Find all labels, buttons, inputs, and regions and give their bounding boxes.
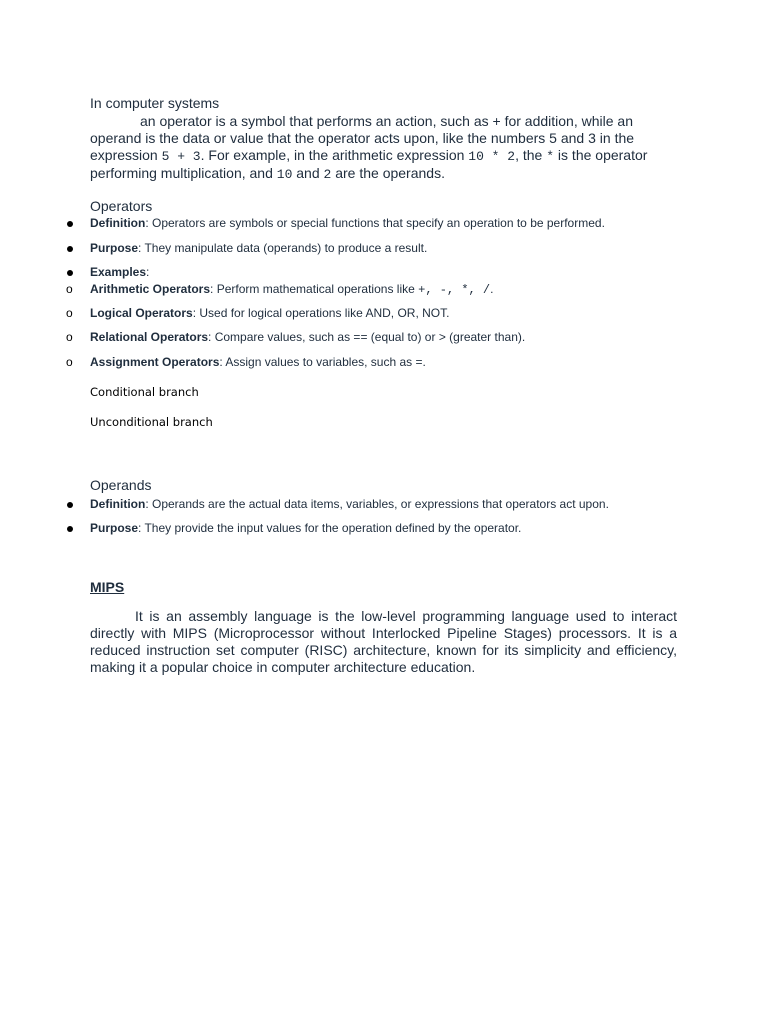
examples-text: : [146,265,150,279]
bullet-icon [67,526,73,532]
inline-code: 2 [323,167,332,182]
bullet-icon [67,502,73,508]
intro-line-3: operand is the data or value that the operator acts upon, like the numbers 5 and 3 in the [90,130,635,146]
purpose-text: : They provide the input values for the operation defined by the operator. [138,521,522,535]
operators-heading: Operators [90,198,153,214]
sub-bullet-icon: o [66,282,73,296]
assignment-text: : Assign values to variables, such as =. [219,355,426,369]
operators-examples [90,265,149,279]
bullet-icon [67,221,73,227]
purpose-label: Purpose [90,241,139,255]
arithmetic-text: : Perform mathematical operations like [210,282,419,296]
relational-operators-item [90,330,525,344]
examples-label: Examples [90,265,147,279]
definition-label: Definition [90,497,146,511]
intro-line-5 [90,164,445,184]
assignment-label: Assignment Operators [90,355,220,369]
bullet-icon [67,270,73,276]
inline-code: 10 * 2 [468,149,516,164]
logical-operators-item [90,306,449,320]
logical-text: : Used for logical operations like AND, OR, NOT. [192,306,450,320]
intro-text: are the operands. [331,165,445,181]
definition-text: : Operators are symbols or special functions that specify an operation to be performed. [145,216,605,230]
intro-line-1: In computer systems [90,95,220,111]
mips-paragraph [90,608,677,676]
assignment-operators-item [90,355,426,369]
sub-bullet-icon: o [66,330,73,344]
definition-label: Definition [90,216,146,230]
inline-code: * [546,149,555,164]
intro-text: . For example, in the arithmetic expression [200,147,469,163]
purpose-text: : They manipulate data (operands) to produce a result. [138,241,428,255]
arithmetic-end: . [490,282,494,296]
inline-code: 10 [276,167,293,182]
intro-text: , the [515,147,547,163]
conditional-branch-text: Conditional branch [90,385,199,399]
intro-text: and [292,165,324,181]
relational-text: : Compare values, such as == (equal to) or > (greater than). [208,330,526,344]
intro-text: expression [90,147,162,163]
arithmetic-operators-item [90,282,493,297]
arithmetic-label: Arithmetic Operators [90,282,211,296]
logical-label: Logical Operators [90,306,193,320]
mips-heading: MIPS [90,579,125,595]
operands-heading: Operands [90,477,152,493]
definition-text: : Operands are the actual data items, variables, or expressions that operators act upon. [145,497,609,511]
intro-text: is the operator [554,147,648,163]
bullet-icon [67,246,73,252]
sub-bullet-icon: o [66,306,73,320]
purpose-label: Purpose [90,521,139,535]
intro-line-4 [90,146,647,166]
operands-purpose [90,521,521,535]
inline-code: +, -, *, / [418,283,491,297]
inline-code: 5 + 3 [161,149,201,164]
unconditional-branch-text: Unconditional branch [90,415,213,429]
relational-label: Relational Operators [90,330,209,344]
operators-purpose [90,241,427,255]
operators-definition [90,216,605,230]
mips-paragraph-text: It is an assembly language is the low-level programming language used to interact directly with MIPS (Microprocessor without Interlocked Pipeline Stages) processors. It is a reduced instruction set computer (RISC) architecture, known for its simplicity and efficiency, making it a popular choice in computer architecture education. [90,608,677,675]
operands-definition [90,497,609,511]
intro-line-2: an operator is a symbol that performs an action, such as + for addition, while an [140,113,633,129]
sub-bullet-icon: o [66,355,73,369]
intro-text: performing multiplication, and [90,165,277,181]
